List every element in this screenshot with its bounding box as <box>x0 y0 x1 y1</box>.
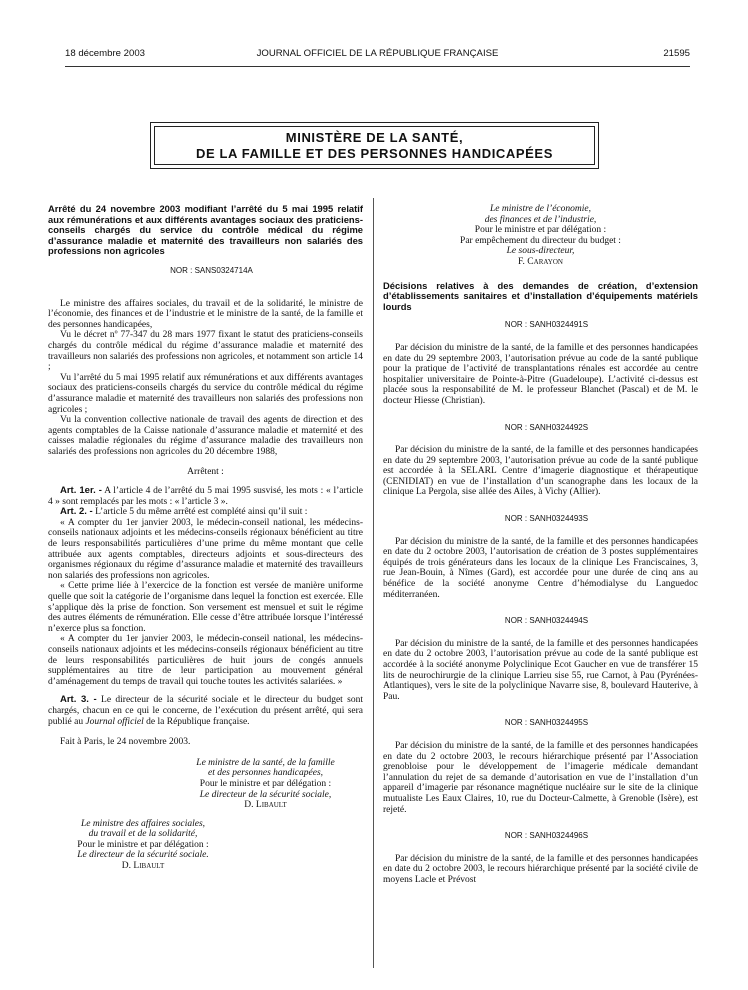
decree-nor: NOR : SANS0324714A <box>170 265 253 275</box>
signature-social-line-3: Pour le ministre et par délégation : <box>77 839 209 850</box>
signature-economy-line-4: Par empêchement du directeur du budget : <box>460 235 621 246</box>
signature-health-line-4: Le directeur de la sécurité sociale, <box>199 789 332 800</box>
decision-2-nor: NOR : SANH0324492S <box>504 422 589 432</box>
article-3-label: Art. 3. - <box>60 694 97 706</box>
decree-preamble: Le ministre des affaires sociales, du travail et de la solidarité, le ministre de l’économie, des finances et de l’industrie et le ministre de la santé, de la famille et des personnes handicapées, <box>48 298 363 330</box>
header-page-number: 21595 <box>663 48 690 59</box>
signature-block-social <box>48 819 238 872</box>
decision-3-text: Par décision du ministre de la santé, de la famille et des personnes handicapées en date du 2 octobre 2003, l’autorisation de création de 3 postes supplémentaires équipés de trois générateurs dans les locaux de la clinique Les Franciscaines, 3, rue Jean-Bouin, à Nîmes (Gard), est accordée pour une durée de cinq ans au bénéfice de la société anonyme Centre d’hémodialyse du Languedoc méditerranéen. <box>383 536 698 600</box>
article-2-quote-3: « A compter du 1er janvier 2003, le médecin-conseil national, les médecins-conseils nationaux adjoints et les médecins-conseils régionaux bénéficient au titre de leurs responsabilités particulières de huit jours de congés annuels supplémentaires au titre de leur participation au mouvement général d’aménagement du temps de travail qui touche toutes les activités salariées. » <box>48 634 363 687</box>
ministry-box <box>150 122 599 169</box>
article-2-label: Art. 2. - <box>60 506 93 518</box>
header-rule <box>65 66 690 67</box>
article-2-text: L’article 5 du même arrêté est complété ainsi qu’il suit : <box>95 507 308 518</box>
signature-health-name: D. Libault <box>244 800 287 811</box>
signature-economy-line-5: Le sous-directeur, <box>506 246 575 257</box>
signature-social-line-4: Le directeur de la sécurité sociale. <box>77 850 209 861</box>
article-2-quote-1: « A compter du 1er janvier 2003, le médecin-conseil national, les médecins-conseils nationaux adjoints et les médecins-conseils régionaux bénéficient au titre de leurs responsabilités particulières d’une prime du même montant que celle attribuée aux agents comptables, directeurs adjoints et sous-directeurs des organismes régionaux du régime d’assurance maladie et maternité des travailleurs non salariés des professions non agricoles. <box>48 517 363 581</box>
signature-economy-name: F. Carayon <box>518 256 563 267</box>
column-divider <box>373 198 374 968</box>
ministry-line-1: MINISTÈRE DE LA SANTÉ, <box>285 129 464 145</box>
signature-health-line-2: et des personnes handicapées, <box>207 768 324 779</box>
signature-economy-line-3: Pour le ministre et par délégation : <box>474 225 607 236</box>
article-1-text: A l’article 4 de l’arrêté du 5 mai 1995 susvisé, les mots : « l’article 4 » sont remplacés par les mots : « l’article 3 ». <box>48 486 364 507</box>
decree-title: Arrêté du 24 novembre 2003 modifiant l’arrêté du 5 mai 1995 relatif aux rémunérations et aux différents avantages sociaux des praticiens-conseils chargés du service du contrôle médical du régime d’assurance maladie et maternité des travailleurs non salariés des professions non agricoles <box>48 203 363 257</box>
signature-economy-line-1: Le ministre de l’économie, <box>490 204 591 214</box>
decree-visa-2: Vu l’arrêté du 5 mai 1995 relatif aux rémunérations et aux différents avantages sociaux des praticiens-conseils chargés du service du contrôle médical du régime d’assurance maladie et maternité des travailleurs non salariés des professions non agricoles ; <box>48 372 363 415</box>
signature-block-economy <box>383 204 698 268</box>
article-2 <box>48 507 363 518</box>
header-date: 18 décembre 2003 <box>65 48 146 59</box>
decision-4-nor: NOR : SANH0324494S <box>504 616 589 626</box>
article-1 <box>48 486 363 507</box>
signature-health-line-1: Le ministre de la santé, de la famille <box>196 757 335 768</box>
signature-health-line-3: Pour le ministre et par délégation : <box>199 778 332 789</box>
article-3-text-a: Le directeur de la sécurité sociale et le directeur du budget sont chargés, chacun en ce qui le concerne, de l’exécution du présent arrêté, qui sera publié au <box>48 695 363 727</box>
decree-arretent: Arrêtent : <box>187 467 224 478</box>
left-column <box>48 204 363 872</box>
signature-social-line-2: du travail et de la solidarité, <box>88 829 198 840</box>
decision-2-text: Par décision du ministre de la santé, de la famille et des personnes handicapées en date du 29 septembre 2003, l’autorisation prévue au code de la santé publique est accordée à la SELARL Centre d’imagerie diagnostique et thérapeutique (CENIDIAT) en vue de l’installation d’un scanographe dans les locaux de la clinique La Pergola, sise allée des Ailes, à Vichy (Allier). <box>383 445 698 498</box>
signature-block-health <box>168 758 363 811</box>
decree-visa-1: Vu le décret nº 77-347 du 28 mars 1977 fixant le statut des praticiens-conseils chargés du contrôle médical du régime d’assurance maladie et maternité des travailleurs non salariés des professions non agricoles, et notamment son article 14 ; <box>48 330 363 373</box>
decision-1-nor: NOR : SANH0324491S <box>504 320 589 330</box>
article-3-text-b: de la République française. <box>146 716 250 727</box>
article-3 <box>48 695 363 727</box>
decision-3-nor: NOR : SANH0324493S <box>504 514 589 524</box>
signature-economy-line-2: des finances et de l’industrie, <box>484 214 597 225</box>
decision-4-text: Par décision du ministre de la santé, de la famille et des personnes handicapées en date du 2 octobre 2003, l’autorisation prévue au code de la santé publique est accordée à la société anonyme Polyclinique Ecot Gaucher en vue de transférer 15 lits de neurochirurgie de la clinique Larrieu sise 55, rue Carnot, à Pau (Pyrénées-Atlantiques), vers le site de la polyclinique Navarre sise, 8, boulevard Hauterive, à Pau. <box>383 638 698 702</box>
decision-6-nor: NOR : SANH0324496S <box>504 831 589 841</box>
decision-5-nor: NOR : SANH0324495S <box>504 718 589 728</box>
decision-1-text: Par décision du ministre de la santé, de la famille et des personnes handicapées en date du 29 septembre 2003, l’autorisation prévue au code de la santé publique pour la pratique de l’activité de transplantations rénales est accordée au centre hospitalier universitaire de Pointe-à-Pitre (Guadeloupe). L’activité ci-dessus est placée sous la responsabilité de M. le professeur Blanchet (Pascal) et de M. le docteur Hiesse (Christian). <box>383 342 698 406</box>
decisions-title: Décisions relatives à des demandes de création, d’extension d’établissements sanitaires et d’installation d’équipements matériels lourds <box>383 279 698 312</box>
page-header <box>65 48 690 64</box>
ministry-line-2: DE LA FAMILLE ET DES PERSONNES HANDICAPÉES <box>196 145 553 161</box>
decision-5-text: Par décision du ministre de la santé, de la famille et des personnes handicapées en date du 2 octobre 2003, le recours hiérarchique présenté par l’Association grenobloise pour le développement de l’imagerie médicale demandant l’annulation du rejet de sa demande d’autorisation en vue de l’installation d’un appareil d’imagerie par résonance magnétique nucléaire sur le site de la clinique mutualiste Les Eaux Claires, 10, rue du Docteur-Calmette, à Grenoble (Isère), est rejeté. <box>383 740 698 815</box>
right-column <box>383 204 698 886</box>
header-journal-title: JOURNAL OFFICIEL DE LA RÉPUBLIQUE FRANÇAISE <box>256 48 499 59</box>
journal-officiel-mention: Journal officiel <box>85 716 144 727</box>
decree-date-place: Fait à Paris, le 24 novembre 2003. <box>60 737 191 748</box>
article-2-quote-2: « Cette prime liée à l’exercice de la fonction est versée de manière uniforme quelle que soit la catégorie de l’organisme dans lequel la fonction est exercée. Elle s’applique dès la prise de fonction. Son versement est mensuel et suit le régime des autres éléments de rémunération. Elle cesse d’être attribuée lorsque l’intéressé n’exerce plus sa fonction. <box>48 581 363 634</box>
decision-6-text: Par décision du ministre de la santé, de la famille et des personnes handicapées en date du 2 octobre 2003, le recours hiérarchique présenté par la société civile de moyens Lacle et Prévost <box>383 853 698 885</box>
decree-visa-3: Vu la convention collective nationale de travail des agents de direction et des agents comptables de la Caisse nationale d’assurance maladie et maternité et des caisses maladie régionales du régime d’assurance maladie des travailleurs non salariés des professions non agricoles du 20 décembre 1988, <box>48 415 363 457</box>
signature-social-name: D. Libault <box>121 861 165 872</box>
article-1-label: Art. 1er. - <box>60 485 102 497</box>
signature-social-line-1: Le ministre des affaires sociales, <box>80 818 206 829</box>
